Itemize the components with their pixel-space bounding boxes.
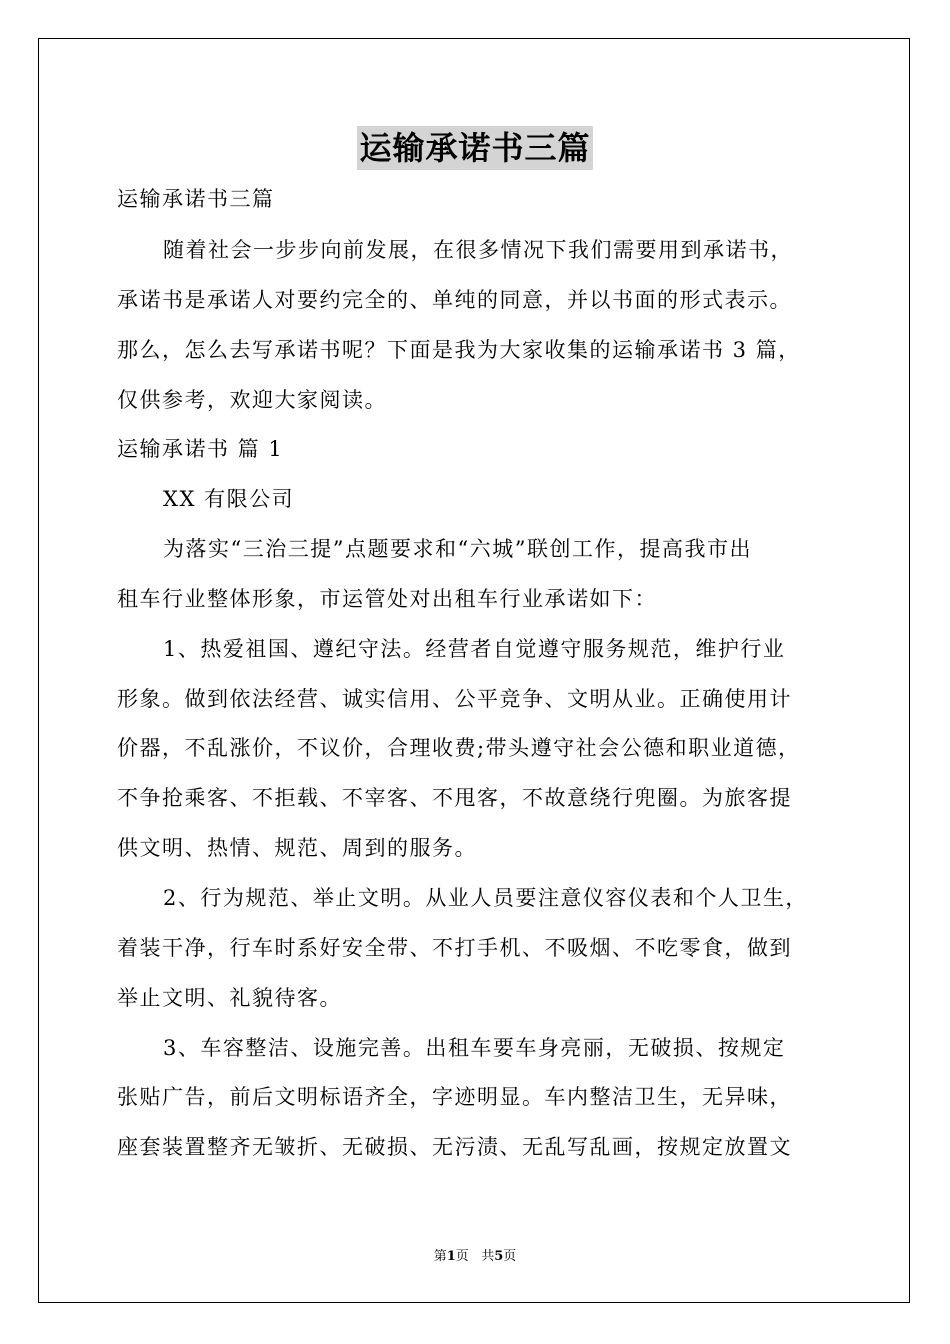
page-border	[38, 38, 910, 1303]
text-line: 形象。做到依法经营、诚实信用、公平竞争、文明从业。正确使用计	[117, 687, 792, 711]
text-line: 1、热爱祖国、遵纪守法。经营者自觉遵守服务规范，维护行业	[163, 637, 786, 661]
text-line: 3、车容整洁、设施完善。出租车要车身亮丽，无破损、按规定	[163, 1036, 786, 1060]
text-line: 随着社会一步步向前发展，在很多情况下我们需要用到承诺书，	[163, 238, 793, 262]
page-suffix: 页	[455, 1249, 469, 1264]
text-line: 不争抢乘客、不拒载、不宰客、不甩客，不故意绕行兜圈。为旅客提	[117, 786, 792, 810]
page-current: 1	[446, 1249, 456, 1264]
section-heading: 运输承诺书 篇 1	[117, 437, 284, 461]
text-line: 为落实“三治三提”点题要求和“六城”联创工作，提高我市出	[163, 537, 752, 561]
text-line: 价器，不乱涨价，不议价，合理收费;带头遵守社会公德和职业道德，	[117, 736, 801, 760]
title-container	[0, 126, 950, 170]
text-line: 仅供参考，欢迎大家阅读。	[117, 388, 387, 412]
text-line: 供文明、热情、规范、周到的服务。	[117, 836, 477, 860]
page-prefix: 第	[433, 1249, 447, 1264]
total-suffix: 页	[503, 1249, 517, 1264]
text-line: 举止文明、礼貌待客。	[117, 986, 342, 1010]
document-title: 运输承诺书三篇	[357, 126, 592, 170]
text-line: 座套装置整齐无皱折、无破损、无污渍、无乱写乱画，按规定放置文	[117, 1135, 792, 1159]
text-line: 着装干净，行车时系好安全带、不打手机、不吸烟、不吃零食，做到	[117, 936, 792, 960]
text-line: 那么，怎么去写承诺书呢？下面是我为大家收集的运输承诺书 3 篇，	[117, 338, 801, 362]
subtitle-line: 运输承诺书三篇	[117, 187, 275, 211]
text-line: 张贴广告，前后文明标语齐全，字迹明显。车内整洁卫生，无异味，	[117, 1085, 792, 1109]
text-line: 2、行为规范、举止文明。从业人员要注意仪容仪表和个人卫生，	[163, 886, 808, 910]
text-line: 租车行业整体形象，市运管处对出租车行业承诺如下：	[117, 587, 657, 611]
company-line: XX 有限公司	[163, 487, 295, 511]
page-footer	[0, 1248, 950, 1266]
text-line: 承诺书是承诺人对要约完全的、单纯的同意，并以书面的形式表示。	[117, 288, 792, 312]
total-pages: 5	[494, 1249, 504, 1264]
total-prefix: 共	[481, 1249, 495, 1264]
